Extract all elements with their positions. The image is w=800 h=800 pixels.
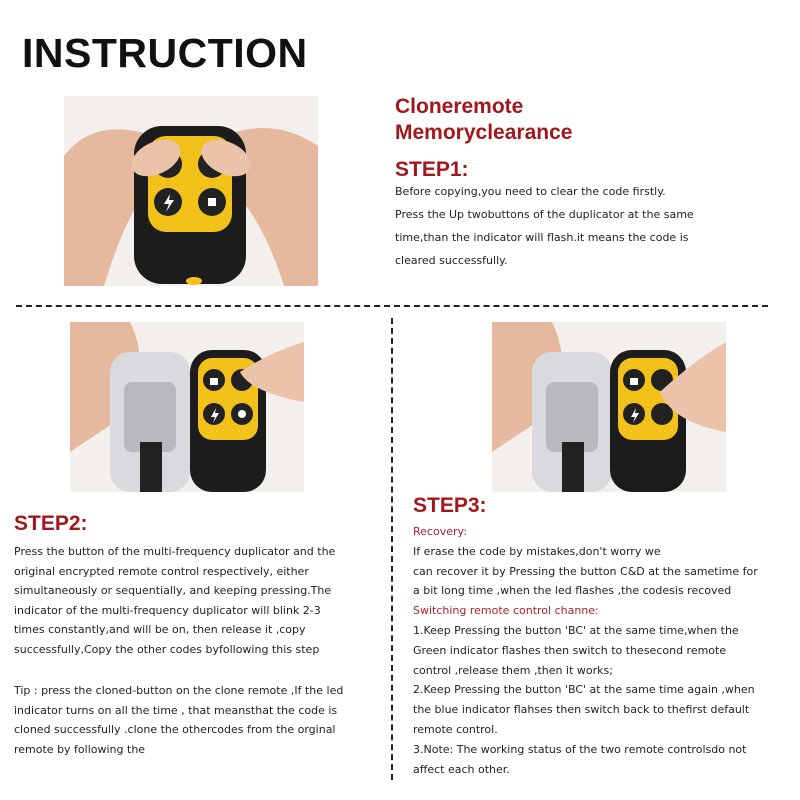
step1-line: cleared successfully.: [395, 254, 508, 267]
recovery-line: a bit long time ,when the led flashes ,the codesis recoved: [413, 584, 732, 598]
heading-line-2: Memoryclearance: [395, 121, 573, 144]
page-title: INSTRUCTION: [22, 30, 308, 76]
tip-line: Tip : press the cloned-button on the clone remote ,If the led: [14, 684, 344, 697]
switch-line: 3.Note: The working status of the two remote controlsdo not: [413, 742, 747, 756]
switch-line: remote control.: [413, 722, 498, 736]
step2-tip: [14, 681, 343, 759]
recovery-line: If erase the code by mistakes,don't worry we: [413, 544, 661, 558]
switch-line: the blue indicator flahses then switch back to thefirst default: [413, 703, 750, 717]
step2-line: simultaneously or sequentially, and keeping pressing.The: [14, 584, 332, 598]
step1-line: Press the Up twobuttons of the duplicator at the same: [395, 208, 694, 221]
step2-line: times constantly,and will be on, then release it ,copy: [14, 623, 306, 637]
step2-label: STEP2:: [14, 512, 88, 535]
step1-line: time,than the indicator will flash.it means the code is: [395, 231, 689, 244]
step2-line: Press the button of the multi-frequency duplicator and the: [14, 545, 336, 558]
switch-line: 2.Keep Pressing the button 'BC' at the same time again ,when: [413, 683, 755, 697]
step1-line: Before copying,you need to clear the code firstly.: [395, 185, 666, 198]
step2-text: [14, 542, 335, 660]
switch-line: affect each other.: [413, 762, 510, 776]
vertical-divider: [391, 318, 393, 780]
step1-label: STEP1:: [395, 158, 469, 181]
recovery-label: Recovery:: [413, 525, 467, 538]
step2-line: indicator of the multi-frequency duplicator will blink 2-3: [14, 603, 321, 617]
step2-line: successfully,Copy the other codes byfollowing this step: [14, 642, 320, 656]
photo-step1-remote-hands: [64, 96, 318, 286]
recovery-line: can recover it by Pressing the button C&D at the sametime for: [413, 564, 758, 578]
step3-text: [413, 522, 758, 779]
step2-line: original encrypted remote control respectively, either: [14, 564, 309, 578]
switch-label: Switching remote control channe:: [413, 604, 599, 618]
tip-line: remote by following the: [14, 742, 146, 756]
horizontal-divider: [16, 305, 768, 307]
switch-line: Green indicator flashes then switch to thesecond remote: [413, 643, 727, 657]
step3-label: STEP3:: [413, 494, 487, 517]
photo-step3-remotes: [492, 322, 726, 492]
step1-text: [395, 180, 694, 272]
switch-line: control ,release them ,then it works;: [413, 663, 613, 677]
switch-line: 1.Keep Pressing the button 'BC' at the same time,when the: [413, 623, 739, 637]
section1-heading: [395, 94, 572, 146]
photo-step2-remotes: [70, 322, 304, 492]
heading-line-1: Cloneremote: [395, 95, 524, 118]
tip-line: indicator turns on all the time , that meansthat the code is: [14, 703, 338, 717]
tip-line: cloned successfully .clone the othercodes from the orginal: [14, 723, 336, 737]
